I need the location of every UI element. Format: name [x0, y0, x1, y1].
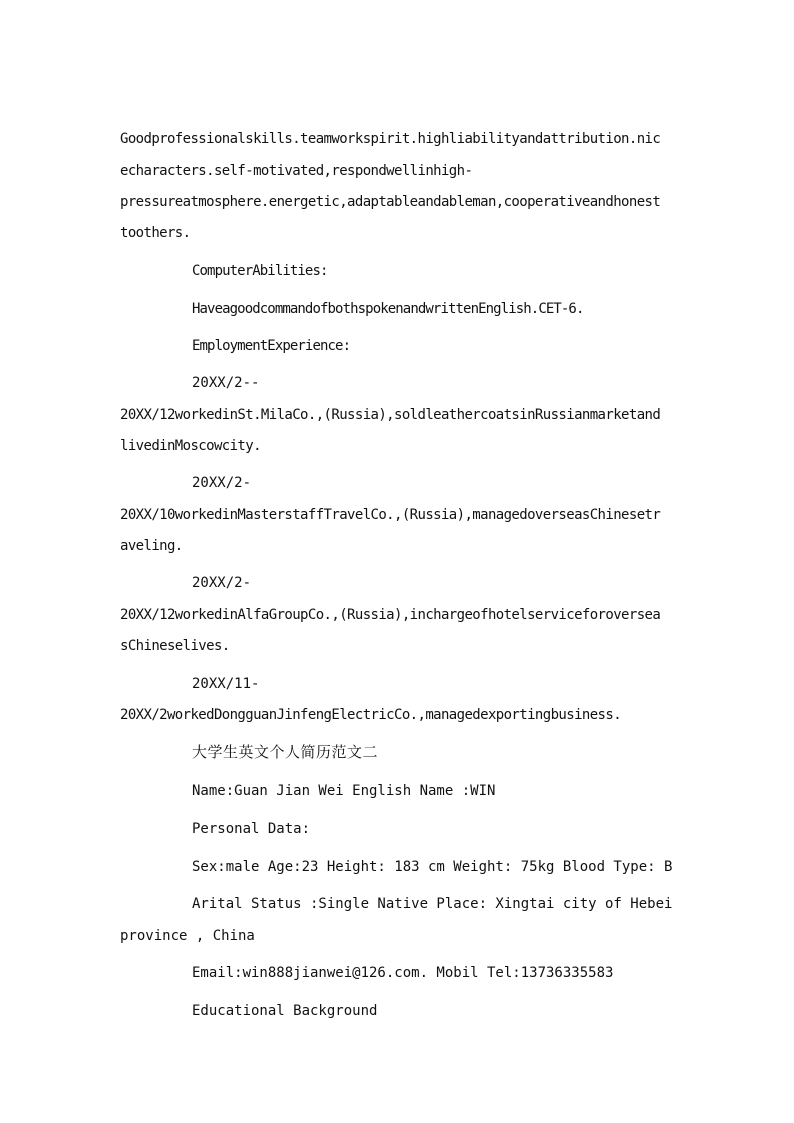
section-heading: Educational Background [192, 1003, 378, 1019]
date-line: 20XX/2- [192, 475, 252, 491]
date-line: 20XX/2- [192, 575, 252, 591]
text-line: Arital Status :Single Native Place: Xingtai city of Hebei [192, 896, 673, 912]
text-line: Name:Guan Jian Wei English Name :WIN [192, 783, 496, 799]
text-line: Goodprofessionalskills.teamworkspirit.highliabilityandattribution.nic [120, 131, 661, 147]
text-line: aveling. [120, 538, 183, 554]
text-line: 20XX/10workedinMasterstaffTravelCo.,(Russia),managedoverseasChinesetr [120, 507, 661, 523]
text-line: pressureatmosphere.energetic,adaptableandableman,cooperativeandhonest [120, 194, 661, 210]
text-line: HaveagoodcommandofbothspokenandwrittenEnglish.CET-6. [192, 301, 584, 317]
section-heading: ComputerAbilities: [192, 263, 328, 279]
section-heading: Personal Data: [192, 821, 311, 837]
text-line: 20XX/12workedinAlfaGroupCo.,(Russia),inchargeofhotelserviceforoversea [120, 607, 661, 623]
text-line: Email:win888jianwei@126.com. Mobil Tel:13736335583 [192, 965, 614, 981]
text-line: livedinMoscowcity. [120, 438, 261, 454]
text-line: 20XX/2workedDongguanJinfengElectricCo.,managedexportingbusiness. [120, 707, 622, 723]
text-line: 20XX/12workedinSt.MilaCo.,(Russia),soldleathercoatsinRussianmarketand [120, 407, 661, 423]
text-line: toothers. [120, 225, 191, 241]
date-line: 20XX/11- [192, 676, 260, 692]
section-title: 大学生英文个人简历范文二 [192, 743, 379, 761]
text-line: Sex:male Age:23 Height: 183 cm Weight: 75kg Blood Type: B [192, 859, 673, 875]
text-line: sChineselives. [120, 638, 230, 654]
date-line: 20XX/2-- [192, 375, 260, 391]
text-line: province , China [120, 928, 255, 944]
text-line: echaracters.self-motivated,respondwellinhigh- [120, 163, 473, 179]
section-heading: EmploymentExperience: [192, 338, 351, 354]
